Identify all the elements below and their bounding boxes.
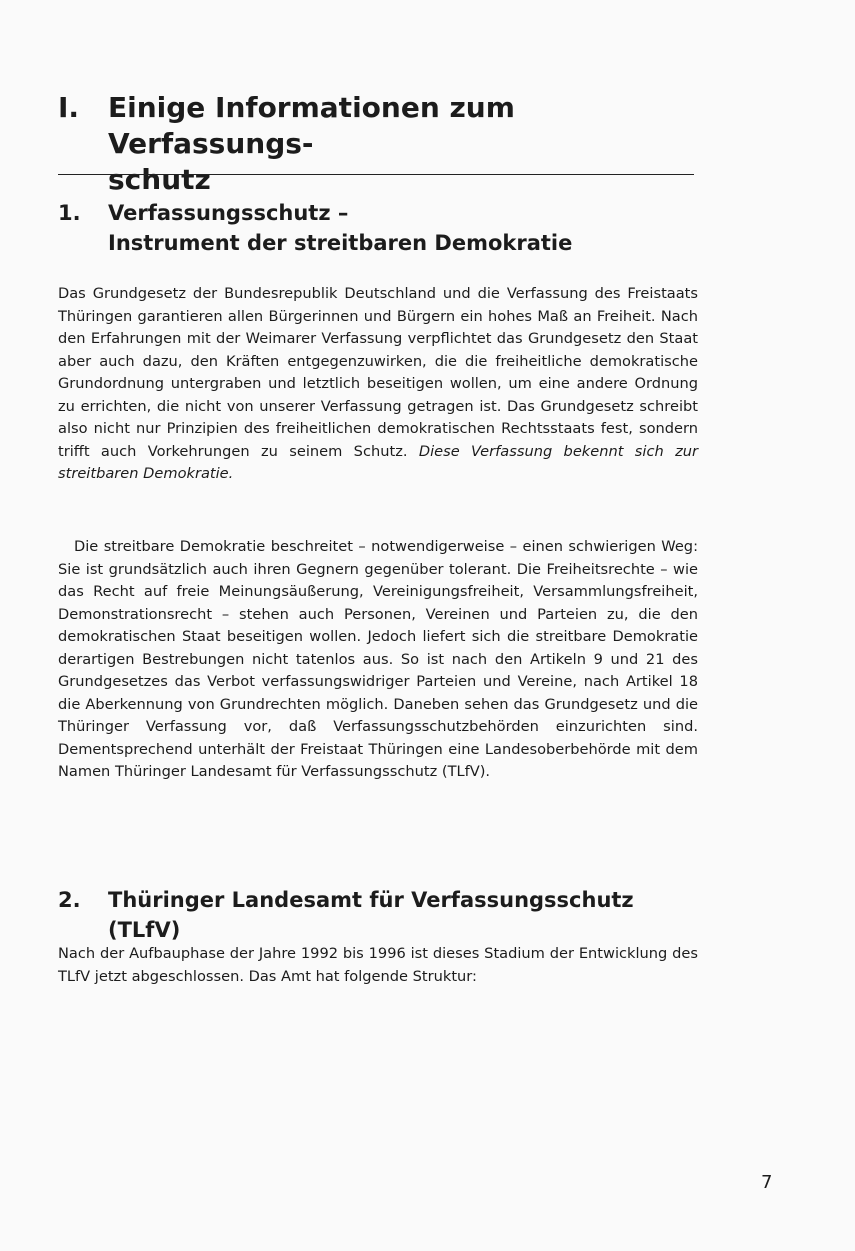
- heading-divider: [58, 174, 694, 175]
- page-number: 7: [761, 1172, 773, 1193]
- section-1-number: 1.: [58, 201, 81, 225]
- section-2-number: 2.: [58, 888, 81, 912]
- section-1-title-line-1: Verfassungsschutz –: [108, 201, 349, 225]
- paragraph-2: Die streitbare Demokratie beschreitet – notwendigerweise – einen schwierigen Weg: Sie ist grundsätzlich auch ihren Gegnern gegenüber tolerant. Die Freiheitsrechte – wie das Recht auf freie Meinungsäußerung, Vereinigungsfreiheit, Versammlungsfreiheit, Demonstrationsrecht – stehen auch Personen, Vereinen und Parteien zu, die den demokratischen Staat beseitigen wollen. Jedoch liefert sich die streitbare Demokratie derartigen Bestrebungen nicht tatenlos aus. So ist nach den Artikeln 9 und 21 des Grundgesetzes das Verbot verfassungswidriger Parteien und Vereine, nach Artikel 18 die Aberkennung von Grundrechten möglich. Daneben sehen das Grundgesetz und die Thüringer Verfassung vor, daß Verfassungsschutzbehörden einzurichten sind. Dementsprechend unterhält der Freistaat Thüringen eine Landesoberbehörde mit dem Namen Thüringer Landesamt für Verfassungsschutz (TLfV).: [58, 538, 698, 780]
- section-1-title: [108, 198, 698, 258]
- section-2-heading: [58, 885, 698, 945]
- paragraph-1-emphasis: Diese Verfassung bekennt sich zur streitbaren Demokratie.: [58, 442, 698, 482]
- chapter-title-line-2: schutz: [108, 163, 211, 196]
- paragraph-1: [58, 283, 698, 486]
- chapter-heading: [58, 90, 698, 198]
- section-1-heading: [58, 198, 698, 258]
- paragraph-3: Nach der Aufbauphase der Jahre 1992 bis 1996 ist dieses Stadium der Entwicklung des TLfV jetzt abgeschlossen. Das Amt hat folgende Struktur:: [58, 945, 698, 985]
- paragraph-1-text: Das Grundgesetz der Bundesrepublik Deutschland und die Verfassung des Freistaats Thüringen garantieren allen Bürgerinnen und Bürgern ein hohes Maß an Freiheit. Nach den Erfahrungen mit der Weimarer Verfassung verpflichtet das Grundgesetz den Staat aber auch dazu, den Kräften entgegenzuwirken, die die freiheitliche demokratische Grundordnung untergraben und letztlich beseitigen wollen, um eine andere Ordnung zu errichten, die nicht von unserer Verfassung getragen ist. Das Grundgesetz schreibt also nicht nur Prinzipien des freiheitlichen demokratischen Rechtsstaats fest, sondern trifft auch Vorkehrungen zu seinem Schutz.: [58, 285, 698, 460]
- chapter-title-line-1: Einige Informationen zum Verfassungs-: [108, 91, 515, 160]
- chapter-title: [108, 90, 698, 198]
- chapter-number: I.: [58, 91, 80, 124]
- section-1-title-line-2: Instrument der streitbaren Demokratie: [108, 231, 573, 255]
- section-2-title: Thüringer Landesamt für Verfassungsschutz (TLfV): [108, 888, 634, 942]
